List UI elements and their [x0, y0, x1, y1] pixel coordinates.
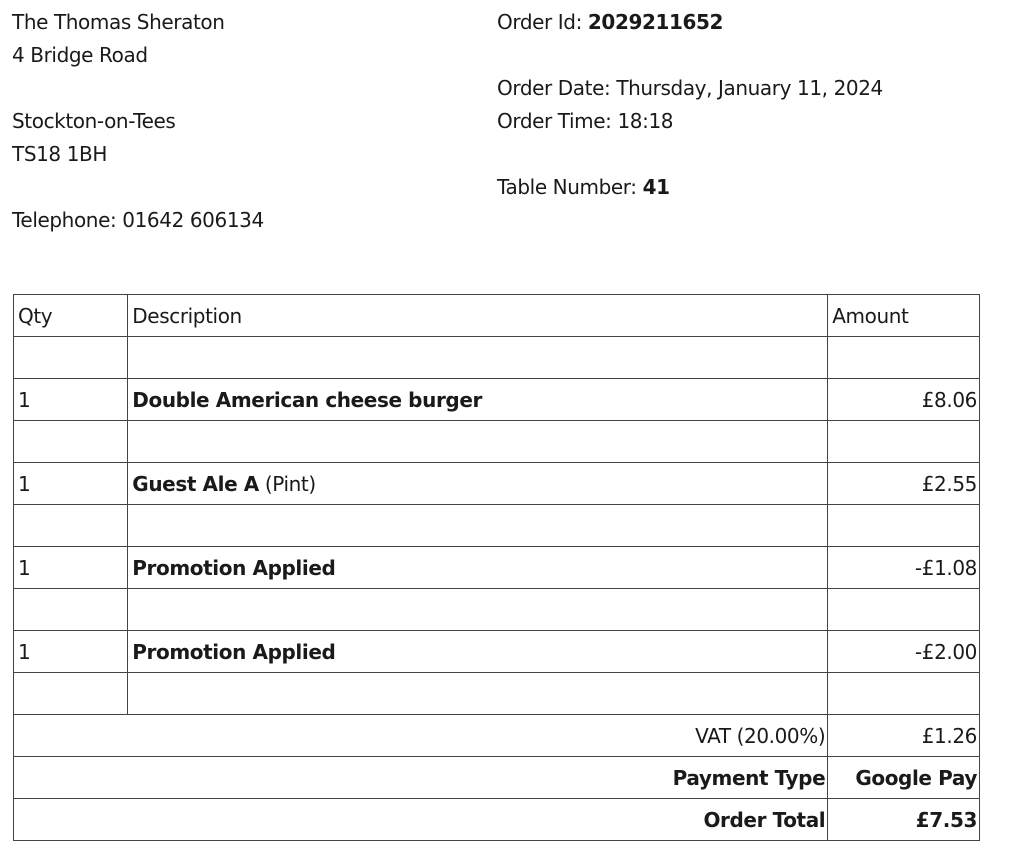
item-description — [128, 631, 828, 673]
order-time-value: 18:18 — [617, 109, 674, 133]
qty-header: Qty — [14, 295, 128, 337]
table-number — [497, 172, 670, 202]
item-name: Guest Ale A — [132, 471, 259, 496]
item-name: Double American cheese burger — [132, 387, 482, 412]
spacer-row — [14, 589, 980, 631]
order-date-value: Thursday, January 11, 2024 — [616, 76, 883, 100]
payment-label-cell — [14, 757, 828, 799]
table-number-value: 41 — [642, 175, 670, 199]
item-amount: £2.55 — [828, 463, 980, 505]
total-row — [14, 799, 980, 841]
item-name: Promotion Applied — [132, 555, 336, 580]
item-qty: 1 — [14, 547, 128, 589]
spacer-row — [14, 337, 980, 379]
table-row — [14, 631, 980, 673]
payment-value: Google Pay — [855, 765, 977, 790]
item-name: Promotion Applied — [132, 639, 336, 664]
description-header: Description — [128, 295, 828, 337]
store-telephone — [12, 205, 264, 235]
table-row — [14, 379, 980, 421]
total-value: £7.53 — [915, 807, 977, 832]
item-qty: 1 — [14, 631, 128, 673]
spacer-row — [14, 421, 980, 463]
order-id-label: Order Id: — [497, 10, 582, 34]
store-postcode: TS18 1BH — [12, 142, 108, 166]
store-town: Stockton-on-Tees — [12, 109, 176, 133]
payment-row — [14, 757, 980, 799]
vat-amount: £1.26 — [828, 715, 980, 757]
vat-row — [14, 715, 980, 757]
spacer-row — [14, 673, 980, 715]
table-number-label: Table Number: — [497, 175, 637, 199]
item-amount: -£2.00 — [828, 631, 980, 673]
item-amount: £8.06 — [828, 379, 980, 421]
total-value-cell — [828, 799, 980, 841]
receipt-header — [0, 0, 1024, 290]
order-id-value: 2029211652 — [587, 10, 724, 34]
telephone-value: 01642 606134 — [122, 208, 264, 232]
order-id — [497, 7, 723, 37]
item-qty: 1 — [14, 463, 128, 505]
table-header-row — [14, 295, 980, 337]
telephone-label: Telephone: — [12, 208, 117, 232]
table-row — [14, 547, 980, 589]
vat-label: VAT (20.00%) — [14, 715, 828, 757]
total-label-cell — [14, 799, 828, 841]
amount-header: Amount — [828, 295, 980, 337]
payment-value-cell — [828, 757, 980, 799]
store-address-line1: 4 Bridge Road — [12, 43, 148, 67]
item-description — [128, 379, 828, 421]
item-note: (Pint) — [264, 471, 316, 496]
table-row — [14, 463, 980, 505]
payment-label: Payment Type — [672, 765, 826, 790]
item-qty: 1 — [14, 379, 128, 421]
order-date-label: Order Date: — [497, 76, 611, 100]
order-time-label: Order Time: — [497, 109, 612, 133]
order-items-table — [13, 294, 980, 841]
total-label: Order Total — [703, 807, 826, 832]
item-description — [128, 547, 828, 589]
item-amount: -£1.08 — [828, 547, 980, 589]
order-date — [497, 73, 883, 103]
store-name: The Thomas Sheraton — [12, 10, 225, 34]
spacer-row — [14, 505, 980, 547]
item-description — [128, 463, 828, 505]
order-time — [497, 106, 673, 136]
